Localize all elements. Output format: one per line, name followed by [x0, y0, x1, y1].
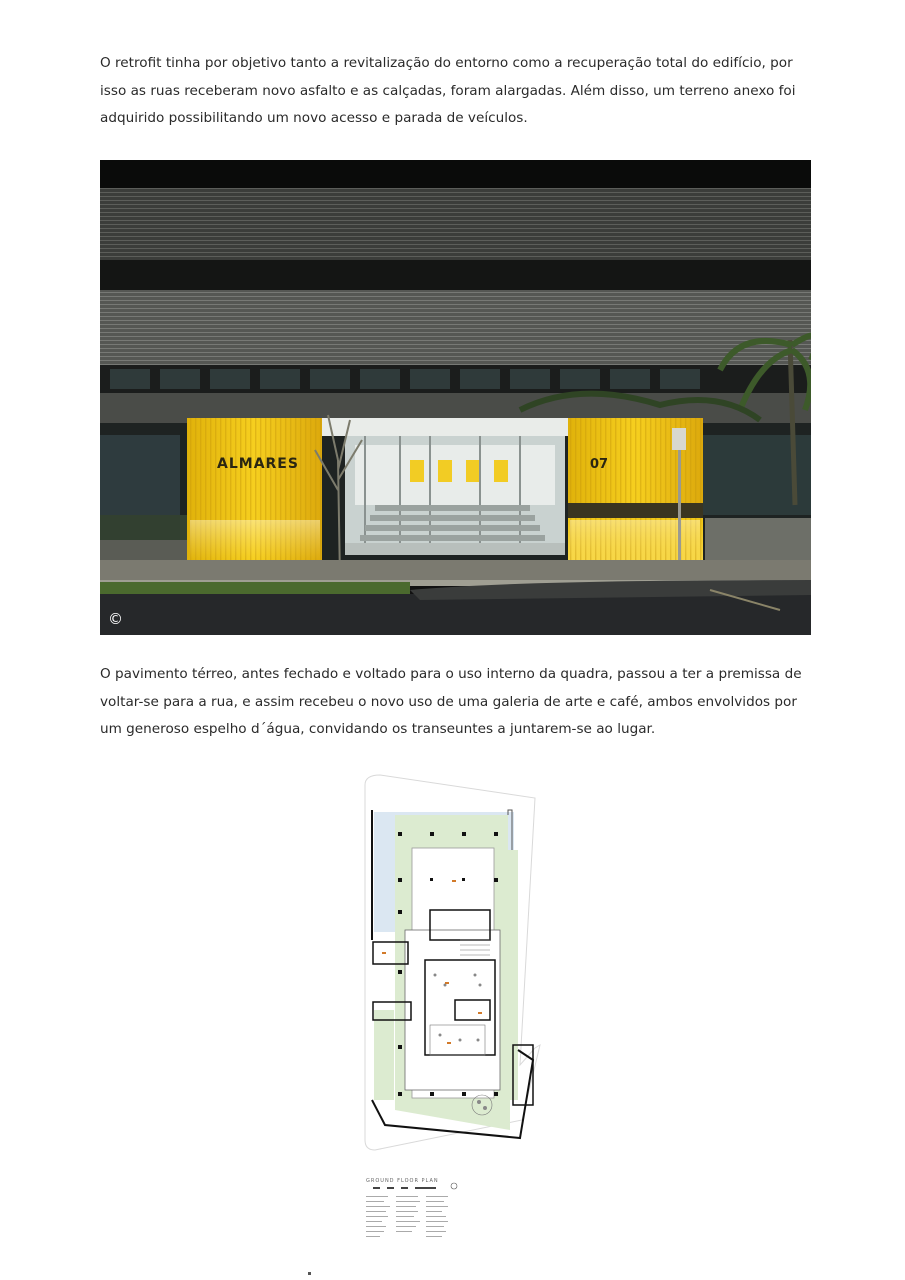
copyright-mark: ©	[108, 610, 123, 628]
page-mark	[308, 1272, 311, 1275]
ground-floor-plan-drawing	[350, 770, 550, 1170]
sign-almares: ALMARES	[217, 456, 299, 472]
legend-title: GROUND FLOOR PLAN	[366, 1178, 439, 1184]
building-night-photo	[100, 160, 811, 635]
sign-07: 07	[590, 457, 609, 472]
paragraph-retrofit: O retrofit tinha por objetivo tanto a revitalização do entorno como a recuperação total do edifício, por isso as ruas receberam novo asfalto e as calçadas, foram alargadas. Além disso, um terreno anexo foi adquirido possibilitando um novo acesso e parada de veículos.	[100, 55, 796, 126]
paragraph-ground-floor: O pavimento térreo, antes fechado e voltado para o uso interno da quadra, passou a ter a premissa de voltar-se para a rua, e assim recebeu o novo uso de uma galeria de arte e café, ambos envolvidos por um generoso espelho d´água, convidando os transeuntes a juntarem-se ao lugar.	[100, 666, 802, 737]
floor-plan-legend	[366, 1178, 476, 1246]
